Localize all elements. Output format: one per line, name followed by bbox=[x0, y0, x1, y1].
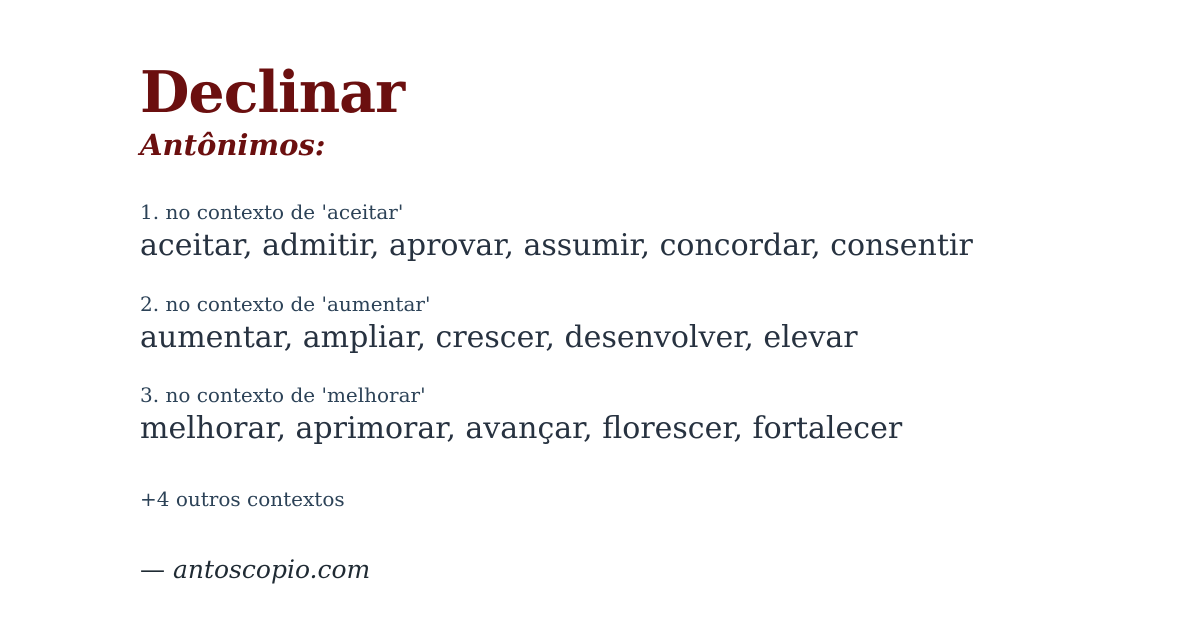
context-description: no contexto de 'aumentar' bbox=[165, 291, 431, 316]
attribution-dash: — bbox=[140, 554, 165, 584]
antonym-list: aceitar, admitir, aprovar, assumir, concordar, consentir bbox=[140, 228, 973, 264]
context-description: no contexto de 'melhorar' bbox=[165, 383, 426, 408]
antonym-list: melhorar, aprimorar, avançar, florescer, fortalecer bbox=[140, 411, 903, 447]
context-label bbox=[140, 200, 1140, 224]
context-section-3 bbox=[140, 383, 1140, 448]
context-description: no contexto de 'aceitar' bbox=[165, 200, 404, 225]
context-number: 3. bbox=[140, 383, 160, 408]
antonym-list: aumentar, ampliar, crescer, desenvolver, elevar bbox=[140, 319, 858, 355]
page-title: Declinar bbox=[140, 59, 405, 126]
context-number: 2. bbox=[140, 291, 160, 316]
antonyms-heading: Antônimos: bbox=[140, 128, 326, 162]
context-label bbox=[140, 383, 1140, 407]
source-attribution bbox=[140, 555, 1140, 584]
context-section-1 bbox=[140, 200, 1140, 265]
source-domain-link[interactable]: antoscopio.com bbox=[172, 554, 371, 584]
context-label bbox=[140, 292, 1140, 316]
context-number: 1. bbox=[140, 200, 160, 225]
context-sections bbox=[140, 200, 1140, 448]
context-section-2 bbox=[140, 292, 1140, 357]
more-contexts-link[interactable]: +4 outros contextos bbox=[140, 486, 345, 511]
